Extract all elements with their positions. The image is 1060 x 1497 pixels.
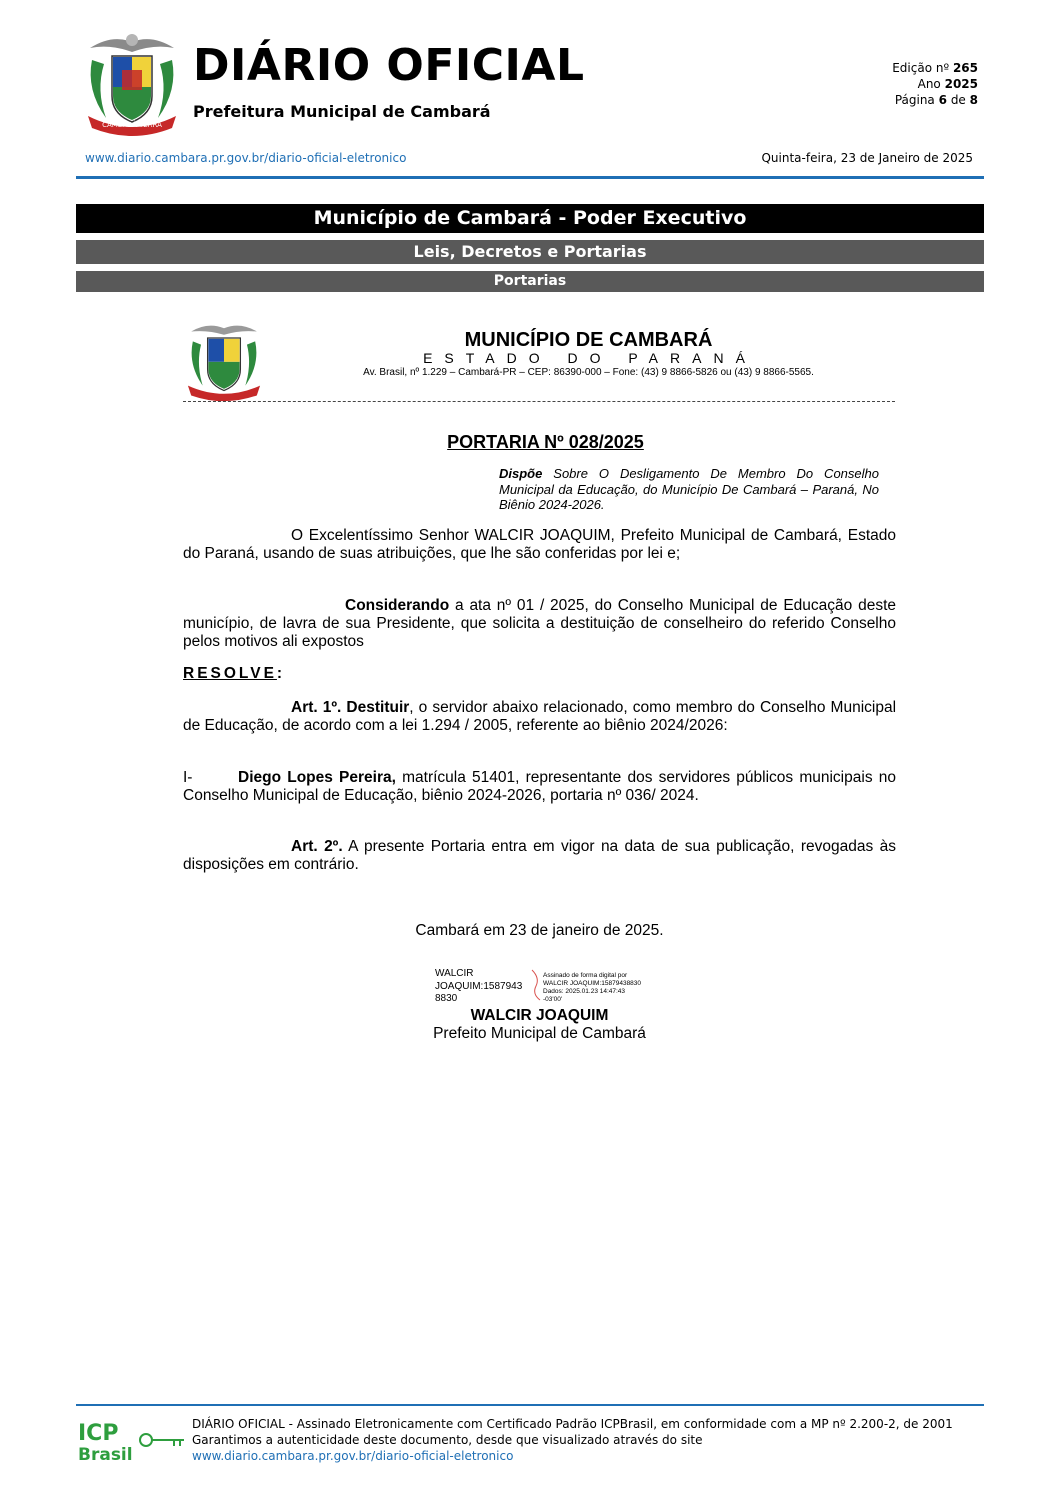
article-2: Art. 2º. A presente Portaria entra em vigor na data de sua publicação, revogadas às disposições em contrário. <box>183 838 896 873</box>
article-1: Art. 1º. Destituir, o servidor abaixo relacionado, como membro do Conselho Municipal de Educação, de acordo com a lei 1.294 / 2005, referente ao biênio 2024/2026: <box>183 699 897 734</box>
paragraph-preamble: O Excelentíssimo Senhor WALCIR JOAQUIM, Prefeito Municipal de Cambará, Estado do Paraná, usando de suas atribuições, que lhe são conferidas por lei e; <box>183 527 896 562</box>
footer-divider <box>76 1404 984 1406</box>
header-divider <box>76 176 984 179</box>
footer-line-2: Garantimos a autenticidade deste documento, desde que visualizado através do site <box>192 1433 703 1447</box>
letterhead-coat-of-arms <box>183 320 265 402</box>
icp-brasil-logo <box>78 1418 188 1464</box>
ementa: Dispõe Sobre O Desligamento De Membro Do Conselho Municipal da Educação, do Município De Cambará – Paraná, No Biênio 2024-2026. <box>499 466 879 512</box>
key-icon <box>140 1434 184 1446</box>
signer-role: Prefeito Municipal de Cambará <box>433 1025 646 1042</box>
coat-banner-text: CAMBARÁ TERRA <box>102 121 162 129</box>
section-bar-main: Município de Cambará - Poder Executivo <box>76 204 984 233</box>
footer-text <box>192 1416 953 1464</box>
letterhead-divider <box>183 401 895 402</box>
letterhead-address: Av. Brasil, nº 1.229 – Cambará-PR – CEP: 86390-000 – Fone: (43) 9 8866-5826 ou (43) 9 8866-5565. <box>363 367 814 378</box>
icp-logo-top: ICP <box>78 1421 119 1446</box>
publication-date: Quinta-feira, 23 de Janeiro de 2025 <box>761 151 973 165</box>
gazette-title: DIÁRIO OFICIAL <box>193 40 585 91</box>
gazette-subtitle: Prefeitura Municipal de Cambará <box>193 102 491 121</box>
letterhead-municipality: MUNICÍPIO DE CAMBARÁ <box>464 329 713 351</box>
page-line: Página 6 de 8 <box>894 93 978 107</box>
section-bar-sub: Leis, Decretos e Portarias <box>76 240 984 264</box>
edition-info <box>892 60 978 108</box>
document-title: PORTARIA Nº 028/2025 <box>447 432 644 452</box>
edition-line: Edição nº 265 <box>892 61 978 75</box>
digital-signature-name: WALCIR JOAQUIM:1587943 8830 <box>435 968 523 1004</box>
coat-of-arms-logo <box>82 30 182 136</box>
paragraph-considering: Considerando a ata nº 01 / 2025, do Conselho Municipal de Educação deste município, de lavra de sua Presidente, que solicita a destituição de conselheiro do referido Conselho pelos motivos ali expostos <box>183 597 896 650</box>
icp-logo-bottom: Brasil <box>78 1445 133 1464</box>
signature-check-icon <box>530 966 544 1002</box>
section-bar-type: Portarias <box>76 271 984 292</box>
resolve-heading: RESOLVE: <box>183 665 283 682</box>
footer-line-1: DIÁRIO OFICIAL - Assinado Eletronicamente com Certificado Padrão ICPBrasil, em conformidade com a MP nº 2.200-2, de 2001 <box>192 1417 953 1431</box>
footer-site-link[interactable]: www.diario.cambara.pr.gov.br/diario-oficial-eletronico <box>192 1449 514 1463</box>
letterhead-state: ESTADO DO PARANÁ <box>423 350 757 366</box>
year-line: Ano 2025 <box>917 77 978 91</box>
digital-signature-details: Assinado de forma digital por WALCIR JOAQUIM:15879438830 Dados: 2025.01.23 14:47:43 -03'00' <box>543 972 642 1003</box>
article-1-item: I- Diego Lopes Pereira, matrícula 51401, representante dos servidores públicos municipais no Conselho Municipal de Educação, biênio 2024-2026, portaria nº 036/ 2024. <box>183 769 896 804</box>
signer-name: WALCIR JOAQUIM <box>470 1007 609 1024</box>
place-and-date: Cambará em 23 de janeiro de 2025. <box>415 922 664 939</box>
site-link[interactable]: www.diario.cambara.pr.gov.br/diario-oficial-eletronico <box>85 151 407 165</box>
